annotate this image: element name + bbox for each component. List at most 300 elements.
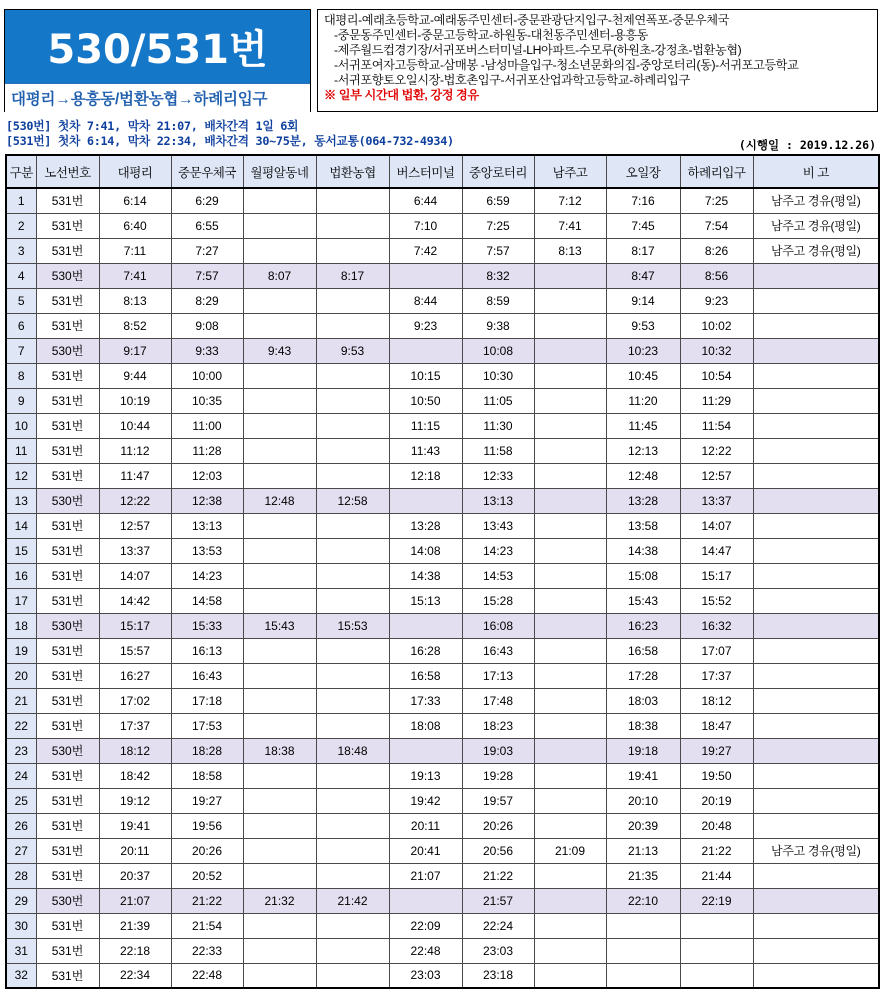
column-header-remark: 비 고 [753,155,879,188]
time-cell: 18:03 [606,688,680,713]
time-cell: 11:47 [99,463,171,488]
time-cell: 12:58 [316,488,389,513]
time-cell: 6:40 [99,213,171,238]
time-cell: 11:45 [606,413,680,438]
remark-cell [753,563,879,588]
remark-cell [753,363,879,388]
time-cell [534,338,606,363]
remark-cell [753,738,879,763]
route-number-cell: 530번 [36,488,99,513]
time-cell: 23:03 [389,963,462,988]
time-cell: 7:41 [99,263,171,288]
row-number-cell: 29 [6,888,36,913]
table-row [6,888,879,913]
route-number-cell: 531번 [36,913,99,938]
time-cell: 12:57 [680,463,753,488]
time-cell: 7:12 [534,188,606,213]
table-row [6,588,879,613]
row-number-cell: 17 [6,588,36,613]
column-header-daepyeongri: 대평리 [99,155,171,188]
time-cell: 8:56 [680,263,753,288]
time-cell: 20:19 [680,788,753,813]
row-number-cell: 2 [6,213,36,238]
time-cell [316,413,389,438]
time-cell: 7:10 [389,213,462,238]
time-cell: 21:22 [680,838,753,863]
column-header-route: 노선번호 [36,155,99,188]
time-cell [316,813,389,838]
time-cell: 11:00 [171,413,243,438]
table-row [6,738,879,763]
time-cell: 14:08 [389,538,462,563]
time-cell: 17:37 [680,663,753,688]
time-cell: 13:37 [680,488,753,513]
column-header-jungmun-post: 중문우체국 [171,155,243,188]
time-cell [243,538,316,563]
time-cell: 13:58 [606,513,680,538]
time-cell: 11:58 [462,438,534,463]
table-row [6,213,879,238]
route-number-cell: 530번 [36,338,99,363]
time-cell: 22:48 [171,963,243,988]
column-header-wolpyeong: 월평알동네 [243,155,316,188]
table-row [6,338,879,363]
time-cell [243,863,316,888]
time-cell: 15:08 [606,563,680,588]
time-cell [534,738,606,763]
time-cell: 17:48 [462,688,534,713]
table-row [6,388,879,413]
time-cell: 10:19 [99,388,171,413]
route-title-banner [5,10,310,83]
time-cell: 15:28 [462,588,534,613]
time-cell: 12:57 [99,513,171,538]
time-cell: 10:08 [462,338,534,363]
time-cell: 6:14 [99,188,171,213]
time-cell: 16:08 [462,613,534,638]
table-row [6,913,879,938]
time-cell: 19:41 [99,813,171,838]
time-cell: 17:53 [171,713,243,738]
time-cell: 8:07 [243,263,316,288]
time-cell [534,888,606,913]
remark-cell [753,763,879,788]
time-cell [243,563,316,588]
time-cell: 9:17 [99,338,171,363]
time-cell: 12:18 [389,463,462,488]
time-cell: 8:44 [389,288,462,313]
table-row [6,963,879,988]
time-cell [243,713,316,738]
table-row [6,638,879,663]
time-cell: 7:57 [171,263,243,288]
remark-cell [753,888,879,913]
time-cell [316,788,389,813]
time-cell [316,213,389,238]
time-cell: 19:50 [680,763,753,788]
time-cell: 9:53 [316,338,389,363]
route-number-cell: 531번 [36,788,99,813]
route-number-cell: 531번 [36,363,99,388]
time-cell: 13:37 [99,538,171,563]
route-title: 530/531번 [47,27,268,73]
time-cell: 18:58 [171,763,243,788]
time-cell: 20:39 [606,813,680,838]
row-number-cell: 20 [6,663,36,688]
time-cell: 14:42 [99,588,171,613]
remark-cell [753,863,879,888]
table-row [6,563,879,588]
time-cell: 18:12 [680,688,753,713]
time-cell [534,763,606,788]
time-cell [316,713,389,738]
time-cell: 7:16 [606,188,680,213]
time-cell: 12:22 [99,488,171,513]
time-cell: 22:10 [606,888,680,913]
time-cell: 7:41 [534,213,606,238]
time-cell [243,288,316,313]
route-number-cell: 531번 [36,213,99,238]
route-stops-line: 대평리-예래초등학교-예래동주민센터-중문관광단지입구-천제연폭포-중문우체국 [324,13,729,27]
remark-cell [753,538,879,563]
time-cell: 21:22 [462,863,534,888]
service-info-530: [530번] 첫차 7:41, 막차 21:07, 배차간격 1일 6회 [6,119,299,133]
timetable [5,154,880,989]
time-cell [316,663,389,688]
time-cell [243,938,316,963]
time-cell: 7:11 [99,238,171,263]
time-cell: 20:11 [389,813,462,838]
remark-cell [753,913,879,938]
time-cell [534,313,606,338]
table-row [6,488,879,513]
time-cell: 10:50 [389,388,462,413]
time-cell [243,963,316,988]
table-row [6,713,879,738]
time-cell: 18:42 [99,763,171,788]
column-header-bus-terminal: 버스터미널 [389,155,462,188]
remark-cell: 남주고 경유(평일) [753,238,879,263]
time-cell: 14:07 [680,513,753,538]
time-cell: 6:29 [171,188,243,213]
route-number-cell: 531번 [36,438,99,463]
time-cell [316,463,389,488]
time-cell: 11:28 [171,438,243,463]
route-number-cell: 531번 [36,938,99,963]
route-number-cell: 531번 [36,413,99,438]
time-cell: 17:37 [99,713,171,738]
time-cell [606,913,680,938]
time-cell: 14:23 [462,538,534,563]
row-number-cell: 15 [6,538,36,563]
time-cell: 21:09 [534,838,606,863]
time-cell [316,238,389,263]
time-cell: 10:54 [680,363,753,388]
time-cell: 9:08 [171,313,243,338]
time-cell [680,963,753,988]
time-cell: 15:17 [680,563,753,588]
time-cell: 15:43 [243,613,316,638]
route-number-cell: 531번 [36,563,99,588]
route-title-box [4,9,311,112]
time-cell: 9:14 [606,288,680,313]
time-cell: 12:48 [243,488,316,513]
time-cell [316,913,389,938]
time-cell: 15:33 [171,613,243,638]
remark-cell [753,438,879,463]
time-cell: 10:00 [171,363,243,388]
time-cell: 9:43 [243,338,316,363]
time-cell [243,388,316,413]
row-number-cell: 27 [6,838,36,863]
time-cell: 22:18 [99,938,171,963]
time-cell: 14:23 [171,563,243,588]
time-cell: 17:13 [462,663,534,688]
route-number-cell: 531번 [36,538,99,563]
route-number-cell: 531번 [36,763,99,788]
route-number-cell: 531번 [36,863,99,888]
row-number-cell: 11 [6,438,36,463]
time-cell: 22:09 [389,913,462,938]
time-cell: 12:13 [606,438,680,463]
time-cell [316,688,389,713]
table-body [6,188,879,988]
table-row [6,688,879,713]
time-cell: 13:13 [171,513,243,538]
time-cell: 15:52 [680,588,753,613]
time-cell [316,288,389,313]
time-cell [243,413,316,438]
time-cell: 16:58 [389,663,462,688]
route-number-cell: 531번 [36,313,99,338]
time-cell: 18:47 [680,713,753,738]
remark-cell [753,288,879,313]
time-cell: 7:42 [389,238,462,263]
route-number-cell: 531번 [36,513,99,538]
time-cell: 23:03 [462,938,534,963]
column-header-beophwan: 법환농협 [316,155,389,188]
row-number-cell: 19 [6,638,36,663]
time-cell: 11:05 [462,388,534,413]
route-number-cell: 531번 [36,463,99,488]
remark-cell [753,788,879,813]
time-cell: 8:17 [606,238,680,263]
time-cell [534,963,606,988]
time-cell [389,888,462,913]
remark-cell [753,963,879,988]
header [4,9,878,112]
time-cell: 7:57 [462,238,534,263]
row-number-cell: 12 [6,463,36,488]
row-number-cell: 10 [6,413,36,438]
time-cell: 19:56 [171,813,243,838]
time-cell [243,313,316,338]
time-cell [243,363,316,388]
time-cell [534,413,606,438]
time-cell: 10:02 [680,313,753,338]
table-row [6,763,879,788]
table-row [6,613,879,638]
time-cell: 18:38 [606,713,680,738]
time-cell: 17:33 [389,688,462,713]
row-number-cell: 4 [6,263,36,288]
time-cell: 6:44 [389,188,462,213]
time-cell: 6:55 [171,213,243,238]
time-cell: 10:32 [680,338,753,363]
route-number-cell: 531번 [36,713,99,738]
time-cell [534,588,606,613]
time-cell: 16:13 [171,638,243,663]
time-cell: 20:37 [99,863,171,888]
time-cell: 10:35 [171,388,243,413]
time-cell [243,838,316,863]
route-stops-line: -중문동주민센터-중문고등학교-하원동-대천동주민센터-용흥동 [334,28,648,43]
time-cell [316,563,389,588]
time-cell: 8:59 [462,288,534,313]
time-cell [316,938,389,963]
row-number-cell: 14 [6,513,36,538]
time-cell: 20:41 [389,838,462,863]
time-cell: 12:33 [462,463,534,488]
time-cell [534,463,606,488]
time-cell: 21:35 [606,863,680,888]
remark-cell [753,688,879,713]
time-cell: 9:23 [680,288,753,313]
time-cell [316,588,389,613]
row-number-cell: 24 [6,763,36,788]
time-cell: 21:57 [462,888,534,913]
time-cell: 16:43 [462,638,534,663]
time-cell: 23:18 [462,963,534,988]
table-row [6,538,879,563]
time-cell: 14:38 [389,563,462,588]
time-cell: 14:38 [606,538,680,563]
time-cell: 15:43 [606,588,680,613]
time-cell [534,688,606,713]
time-cell: 21:42 [316,888,389,913]
time-cell: 20:26 [462,813,534,838]
time-cell [243,513,316,538]
table-row [6,513,879,538]
table-row [6,413,879,438]
time-cell: 16:23 [606,613,680,638]
time-cell [316,363,389,388]
time-cell [243,788,316,813]
time-cell [389,488,462,513]
time-cell: 15:53 [316,613,389,638]
time-cell: 15:17 [99,613,171,638]
route-stops-line: -서귀포향토오일시장-법호촌입구-서귀포산업과학고등학교-하례리입구 [334,73,690,88]
row-number-cell: 32 [6,963,36,988]
time-cell: 11:30 [462,413,534,438]
row-number-cell: 22 [6,713,36,738]
time-cell [534,363,606,388]
time-cell: 18:48 [316,738,389,763]
route-number-cell: 531번 [36,638,99,663]
table-row [6,188,879,213]
row-number-cell: 13 [6,488,36,513]
time-cell [316,963,389,988]
remark-cell [753,488,879,513]
time-cell: 18:08 [389,713,462,738]
time-cell: 19:28 [462,763,534,788]
time-cell: 8:13 [99,288,171,313]
time-cell: 8:32 [462,263,534,288]
column-header-namjugo: 남주고 [534,155,606,188]
time-cell: 12:48 [606,463,680,488]
time-cell [243,913,316,938]
time-cell [389,263,462,288]
time-cell [534,288,606,313]
time-cell: 21:22 [171,888,243,913]
time-cell [534,438,606,463]
time-cell [243,188,316,213]
time-cell: 14:47 [680,538,753,563]
route-number-cell: 531번 [36,388,99,413]
time-cell: 16:43 [171,663,243,688]
remark-cell [753,588,879,613]
row-number-cell: 9 [6,388,36,413]
table-header-row [6,155,879,188]
time-cell [316,763,389,788]
route-number-cell: 530번 [36,613,99,638]
row-number-cell: 5 [6,288,36,313]
table-row [6,663,879,688]
time-cell: 11:15 [389,413,462,438]
time-cell: 7:27 [171,238,243,263]
time-cell: 22:34 [99,963,171,988]
table-row [6,238,879,263]
time-cell [534,663,606,688]
time-cell: 8:13 [534,238,606,263]
time-cell [534,813,606,838]
time-cell: 11:12 [99,438,171,463]
time-cell [243,763,316,788]
time-cell: 9:53 [606,313,680,338]
time-cell: 21:13 [606,838,680,863]
time-cell: 19:27 [171,788,243,813]
time-cell [606,938,680,963]
time-cell [316,438,389,463]
time-cell: 15:13 [389,588,462,613]
time-cell: 19:18 [606,738,680,763]
time-cell [534,538,606,563]
time-cell: 19:12 [99,788,171,813]
time-cell: 21:07 [389,863,462,888]
row-number-cell: 23 [6,738,36,763]
route-number-cell: 531번 [36,588,99,613]
time-cell: 13:43 [462,513,534,538]
time-cell [534,613,606,638]
time-cell [389,738,462,763]
time-cell [534,513,606,538]
table-row [6,288,879,313]
time-cell [680,938,753,963]
route-number-cell: 531번 [36,238,99,263]
remark-cell [753,663,879,688]
table-row [6,363,879,388]
table-row [6,438,879,463]
time-cell [389,613,462,638]
time-cell: 12:22 [680,438,753,463]
time-cell [316,188,389,213]
time-cell: 8:52 [99,313,171,338]
time-cell: 16:28 [389,638,462,663]
time-cell [534,713,606,738]
column-header-oiljang: 오일장 [606,155,680,188]
remark-cell: 남주고 경유(평일) [753,188,879,213]
table-row [6,813,879,838]
